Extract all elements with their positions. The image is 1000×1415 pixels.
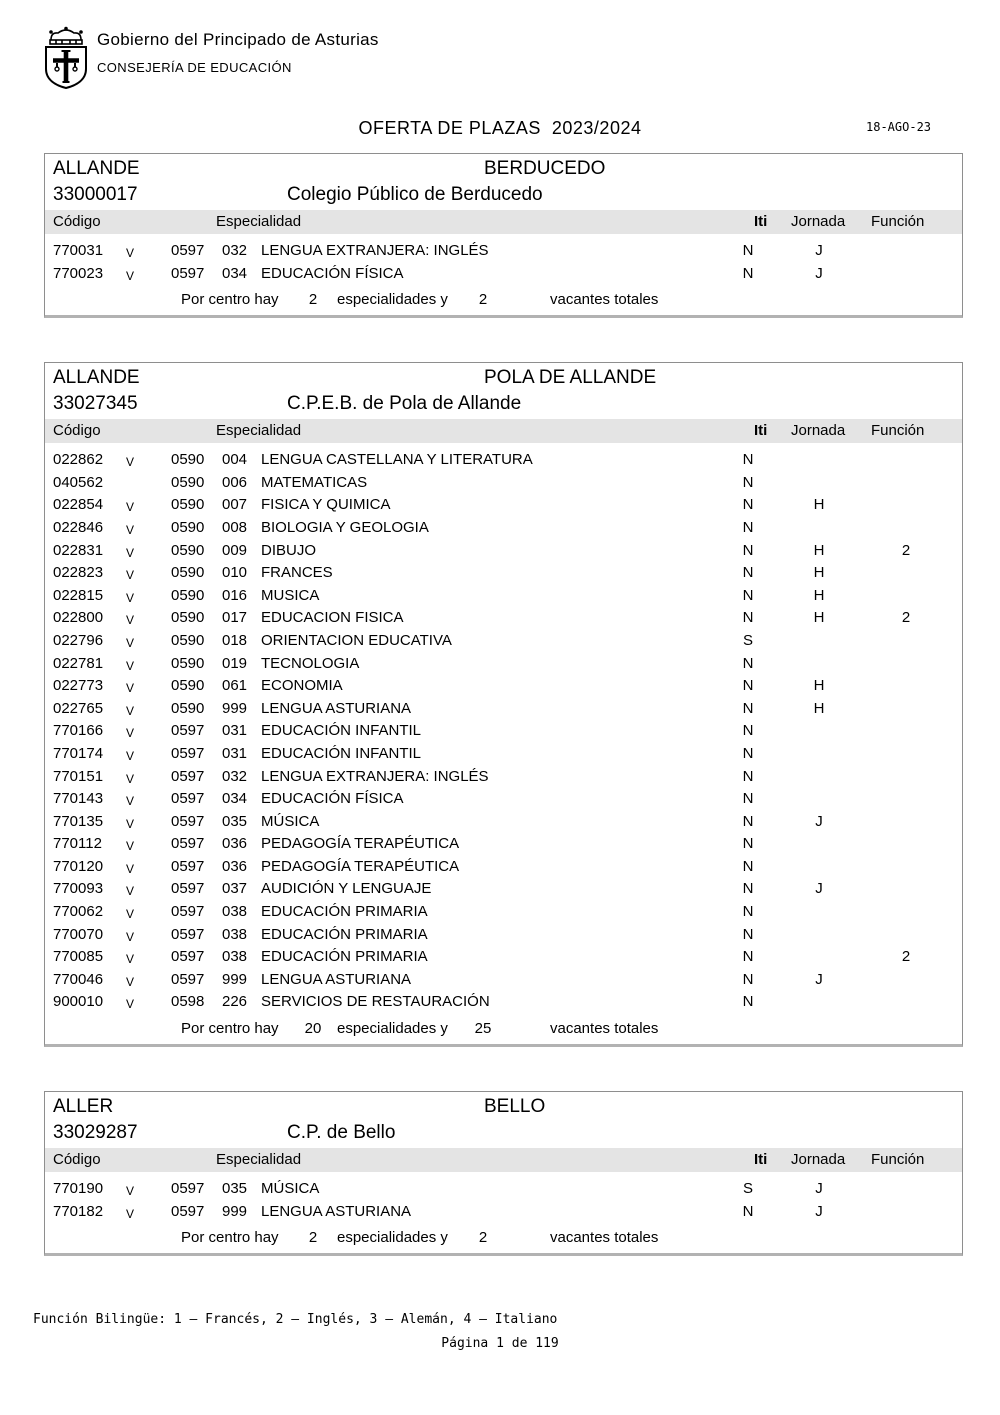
jornada-value: J bbox=[815, 880, 823, 898]
centro-codigo: 33029287 bbox=[53, 1122, 138, 1144]
plaza-codigo: 022781 bbox=[53, 654, 104, 672]
jornada-value: H bbox=[813, 609, 825, 627]
iti-value: S bbox=[742, 631, 753, 649]
totals-prefix: Por centro hay bbox=[181, 1020, 279, 1038]
funcion-value: 2 bbox=[901, 541, 911, 559]
vacante-flag: V bbox=[126, 455, 135, 470]
especialidad-codigo: 999 bbox=[222, 970, 248, 988]
iti-value: N bbox=[742, 857, 754, 875]
totals-row bbox=[45, 1020, 962, 1044]
cuerpo-codigo: 0597 bbox=[171, 970, 205, 988]
column-jornada: Jornada bbox=[791, 422, 846, 440]
plaza-codigo: 022765 bbox=[53, 699, 104, 717]
iti-value: N bbox=[742, 451, 754, 469]
especialidad-nombre: MÚSICA bbox=[261, 812, 320, 830]
vacante-flag: V bbox=[126, 635, 135, 650]
document-title: OFERTA DE PLAZAS 2023/2024 bbox=[358, 118, 642, 138]
vacancy-row bbox=[45, 585, 962, 608]
especialidad-codigo: 019 bbox=[222, 654, 248, 672]
iti-value: N bbox=[742, 835, 754, 853]
plaza-codigo: 022815 bbox=[53, 586, 104, 604]
especialidad-nombre: PEDAGOGÍA TERAPÉUTICA bbox=[261, 835, 460, 853]
totals-middle: especialidades y bbox=[337, 1020, 448, 1038]
vacante-flag: V bbox=[126, 613, 135, 628]
iti-value: N bbox=[742, 812, 754, 830]
cuerpo-codigo: 0597 bbox=[171, 744, 205, 762]
especialidad-nombre: ORIENTACION EDUCATIVA bbox=[261, 631, 452, 649]
vacancy-row bbox=[45, 856, 962, 879]
plaza-codigo: 770174 bbox=[53, 744, 104, 762]
plaza-codigo: 770070 bbox=[53, 925, 104, 943]
especialidad-codigo: 226 bbox=[222, 993, 248, 1011]
vacante-flag: V bbox=[126, 1206, 135, 1221]
vacante-flag: V bbox=[126, 771, 135, 786]
especialidad-nombre: DIBUJO bbox=[261, 541, 317, 559]
column-iti: Iti bbox=[754, 213, 768, 230]
especialidad-codigo: 038 bbox=[222, 903, 248, 921]
org-name: Gobierno del Principado de Asturias bbox=[97, 30, 379, 49]
vacante-flag: V bbox=[126, 748, 135, 763]
iti-value: N bbox=[742, 1202, 754, 1220]
totals-vacantes-count: 2 bbox=[478, 1229, 488, 1247]
plaza-codigo: 040562 bbox=[53, 473, 104, 491]
vacancy-row bbox=[45, 946, 962, 969]
especialidad-codigo: 035 bbox=[222, 1180, 248, 1198]
totals-especialidades-count: 2 bbox=[308, 1229, 318, 1247]
vacante-flag: V bbox=[126, 816, 135, 831]
iti-value: N bbox=[742, 564, 754, 582]
especialidad-codigo: 031 bbox=[222, 722, 248, 740]
vacante-flag: V bbox=[126, 974, 135, 989]
cuerpo-codigo: 0597 bbox=[171, 264, 205, 282]
vacancy-row bbox=[45, 675, 962, 698]
column-header-row bbox=[45, 1148, 962, 1172]
localidad-name: BELLO bbox=[484, 1096, 546, 1118]
vacancy-row bbox=[45, 472, 962, 495]
totals-middle: especialidades y bbox=[337, 1229, 448, 1247]
iti-value: N bbox=[742, 242, 754, 259]
vacancy-row bbox=[45, 698, 962, 721]
vacante-flag: V bbox=[126, 246, 135, 260]
plaza-codigo: 770182 bbox=[53, 1202, 104, 1220]
especialidad-nombre: BIOLOGIA Y GEOLOGIA bbox=[261, 518, 429, 536]
plaza-codigo: 022862 bbox=[53, 451, 104, 469]
funcion-value: 2 bbox=[901, 609, 911, 627]
plaza-codigo: 900010 bbox=[53, 993, 104, 1011]
vacante-flag: V bbox=[126, 1184, 135, 1199]
vacancy-row bbox=[45, 991, 962, 1014]
plaza-codigo: 770120 bbox=[53, 857, 104, 875]
vacancy-row bbox=[45, 743, 962, 766]
vacancy-row bbox=[45, 540, 962, 563]
cuerpo-codigo: 0597 bbox=[171, 767, 205, 785]
jornada-value: H bbox=[813, 699, 825, 717]
cuerpo-codigo: 0597 bbox=[171, 790, 205, 808]
cuerpo-codigo: 0597 bbox=[171, 857, 205, 875]
especialidad-nombre: EDUCACIÓN INFANTIL bbox=[261, 744, 422, 762]
vacancy-row bbox=[45, 788, 962, 811]
cuerpo-codigo: 0590 bbox=[171, 473, 205, 491]
totals-especialidades-count: 20 bbox=[304, 1020, 322, 1038]
vacancy-row bbox=[45, 1201, 962, 1224]
vacante-flag: V bbox=[126, 952, 135, 967]
especialidad-codigo: 034 bbox=[222, 790, 248, 808]
especialidad-nombre: ECONOMIA bbox=[261, 677, 343, 695]
cuerpo-codigo: 0597 bbox=[171, 1180, 205, 1198]
jornada-value: H bbox=[813, 677, 825, 695]
funcion-value: 2 bbox=[901, 948, 911, 966]
especialidad-nombre: PEDAGOGÍA TERAPÉUTICA bbox=[261, 857, 460, 875]
especialidad-nombre: LENGUA EXTRANJERA: INGLÉS bbox=[261, 767, 489, 785]
totals-row bbox=[45, 291, 962, 315]
especialidad-codigo: 036 bbox=[222, 857, 248, 875]
iti-value: N bbox=[742, 699, 754, 717]
totals-prefix: Por centro hay bbox=[181, 1229, 279, 1247]
vacancy-row bbox=[45, 811, 962, 834]
centro-nombre: C.P. de Bello bbox=[287, 1122, 396, 1144]
especialidad-nombre: LENGUA ASTURIANA bbox=[261, 1202, 412, 1220]
especialidad-codigo: 038 bbox=[222, 925, 248, 943]
especialidad-nombre: MATEMATICAS bbox=[261, 473, 368, 491]
vacante-flag: V bbox=[126, 703, 135, 718]
column-jornada: Jornada bbox=[791, 213, 846, 230]
especialidad-codigo: 038 bbox=[222, 948, 248, 966]
vacancy-row bbox=[45, 720, 962, 743]
column-iti: Iti bbox=[754, 422, 768, 440]
especialidad-nombre: EDUCACIÓN PRIMARIA bbox=[261, 948, 428, 966]
especialidad-codigo: 035 bbox=[222, 812, 248, 830]
especialidad-nombre: EDUCACIÓN PRIMARIA bbox=[261, 925, 428, 943]
footer-bilingual-legend: Función Bilingüe: 1 – Francés, 2 – Inglés, 3 – Alemán, 4 – Italiano bbox=[33, 1312, 558, 1327]
cuerpo-codigo: 0590 bbox=[171, 541, 205, 559]
iti-value: S bbox=[742, 1180, 753, 1198]
cuerpo-codigo: 0590 bbox=[171, 451, 205, 469]
column-header-row bbox=[45, 419, 962, 443]
iti-value: N bbox=[742, 993, 754, 1011]
school-section bbox=[44, 362, 963, 1047]
especialidad-codigo: 010 bbox=[222, 564, 248, 582]
plaza-codigo: 770112 bbox=[53, 835, 102, 853]
vacancy-row bbox=[45, 653, 962, 676]
page-number: Página 1 de 119 bbox=[441, 1336, 559, 1351]
vacante-flag: V bbox=[126, 861, 135, 876]
totals-prefix: Por centro hay bbox=[181, 291, 279, 309]
jornada-value: H bbox=[813, 586, 825, 604]
totals-suffix: vacantes totales bbox=[550, 1229, 659, 1247]
vacancy-row bbox=[45, 901, 962, 924]
jornada-value: J bbox=[815, 1180, 823, 1198]
vacante-flag: V bbox=[126, 929, 135, 944]
vacancy-row bbox=[45, 562, 962, 585]
iti-value: N bbox=[742, 948, 754, 966]
iti-value: N bbox=[742, 925, 754, 943]
cuerpo-codigo: 0597 bbox=[171, 925, 205, 943]
plaza-codigo: 022831 bbox=[53, 541, 104, 559]
column-especialidad: Especialidad bbox=[216, 213, 302, 230]
jornada-value: H bbox=[813, 564, 825, 582]
totals-middle: especialidades y bbox=[337, 291, 448, 309]
school-section bbox=[44, 153, 963, 318]
vacancy-row bbox=[45, 1178, 962, 1201]
vacancy-row bbox=[45, 766, 962, 789]
cuerpo-codigo: 0597 bbox=[171, 242, 205, 259]
cuerpo-codigo: 0590 bbox=[171, 496, 205, 514]
section-header-line2 bbox=[45, 392, 962, 419]
plaza-codigo: 770135 bbox=[53, 812, 104, 830]
cuerpo-codigo: 0597 bbox=[171, 812, 205, 830]
section-header-line1 bbox=[45, 363, 962, 392]
vacante-flag: V bbox=[126, 658, 135, 673]
section-header-line1 bbox=[45, 154, 962, 183]
letterhead bbox=[0, 0, 1000, 100]
especialidad-codigo: 017 bbox=[222, 609, 248, 627]
iti-value: N bbox=[742, 744, 754, 762]
vacante-flag: V bbox=[126, 568, 135, 583]
iti-value: N bbox=[742, 496, 754, 514]
especialidad-nombre: EDUCACIÓN FÍSICA bbox=[261, 790, 404, 808]
section-header-line2 bbox=[45, 183, 962, 210]
especialidad-codigo: 008 bbox=[222, 518, 248, 536]
jornada-value: J bbox=[815, 1202, 823, 1220]
cuerpo-codigo: 0590 bbox=[171, 518, 205, 536]
cuerpo-codigo: 0597 bbox=[171, 722, 205, 740]
iti-value: N bbox=[742, 790, 754, 808]
column-header-row bbox=[45, 210, 962, 234]
jornada-value: J bbox=[815, 242, 823, 259]
jornada-value: J bbox=[815, 812, 823, 830]
plaza-codigo: 022846 bbox=[53, 518, 104, 536]
totals-vacantes-count: 25 bbox=[474, 1020, 492, 1038]
totals-especialidades-count: 2 bbox=[308, 291, 318, 309]
iti-value: N bbox=[742, 722, 754, 740]
centro-codigo: 33027345 bbox=[53, 393, 138, 415]
especialidad-codigo: 037 bbox=[222, 880, 248, 898]
especialidad-codigo: 016 bbox=[222, 586, 248, 604]
vacante-flag: V bbox=[126, 794, 135, 809]
plaza-codigo: 770151 bbox=[53, 767, 104, 785]
especialidad-codigo: 006 bbox=[222, 473, 248, 491]
vacante-flag: V bbox=[126, 681, 135, 696]
especialidad-nombre: EDUCACIÓN INFANTIL bbox=[261, 722, 422, 740]
centro-codigo: 33000017 bbox=[53, 184, 138, 205]
vacante-flag: V bbox=[126, 268, 135, 283]
cuerpo-codigo: 0590 bbox=[171, 631, 205, 649]
vacancy-rows bbox=[45, 443, 962, 1014]
concejo-name: ALLER bbox=[53, 1096, 114, 1118]
vacancy-row bbox=[45, 607, 962, 630]
vacancy-row bbox=[45, 449, 962, 472]
vacancy-row bbox=[45, 494, 962, 517]
especialidad-codigo: 009 bbox=[222, 541, 248, 559]
especialidad-nombre: MUSICA bbox=[261, 586, 320, 604]
totals-row bbox=[45, 1229, 962, 1253]
especialidad-nombre: MÚSICA bbox=[261, 1180, 320, 1198]
cuerpo-codigo: 0590 bbox=[171, 677, 205, 695]
asturias-coat-of-arms-icon bbox=[40, 25, 92, 91]
vacancy-row bbox=[45, 263, 962, 286]
totals-suffix: vacantes totales bbox=[550, 1020, 659, 1038]
vacancy-row bbox=[45, 517, 962, 540]
vacancy-rows bbox=[45, 234, 962, 285]
especialidad-codigo: 999 bbox=[222, 699, 248, 717]
cuerpo-codigo: 0598 bbox=[171, 993, 205, 1011]
especialidad-nombre: LENGUA ASTURIANA bbox=[261, 699, 412, 717]
column-funcion: Función bbox=[871, 213, 925, 230]
cuerpo-codigo: 0597 bbox=[171, 903, 205, 921]
cuerpo-codigo: 0597 bbox=[171, 948, 205, 966]
cuerpo-codigo: 0590 bbox=[171, 564, 205, 582]
plaza-codigo: 022823 bbox=[53, 564, 104, 582]
vacancy-row bbox=[45, 630, 962, 653]
section-header-line1 bbox=[45, 1092, 962, 1121]
iti-value: N bbox=[742, 767, 754, 785]
plaza-codigo: 770085 bbox=[53, 948, 104, 966]
iti-value: N bbox=[742, 609, 754, 627]
cuerpo-codigo: 0590 bbox=[171, 609, 205, 627]
jornada-value: J bbox=[815, 264, 823, 282]
column-funcion: Función bbox=[871, 1151, 925, 1169]
especialidad-nombre: TECNOLOGIA bbox=[261, 654, 360, 672]
plaza-codigo: 770143 bbox=[53, 790, 104, 808]
concejo-name: ALLANDE bbox=[53, 158, 140, 179]
iti-value: N bbox=[742, 903, 754, 921]
especialidad-nombre: SERVICIOS DE RESTAURACIÓN bbox=[261, 993, 490, 1011]
especialidad-nombre: EDUCACIÓN PRIMARIA bbox=[261, 903, 428, 921]
plaza-codigo: 770062 bbox=[53, 903, 104, 921]
iti-value: N bbox=[742, 264, 754, 282]
vacante-flag: V bbox=[126, 884, 135, 899]
especialidad-codigo: 999 bbox=[222, 1202, 248, 1220]
jornada-value: H bbox=[813, 541, 825, 559]
plaza-codigo: 022796 bbox=[53, 631, 104, 649]
cuerpo-codigo: 0597 bbox=[171, 880, 205, 898]
vacancy-row bbox=[45, 924, 962, 947]
vacancy-rows bbox=[45, 1172, 962, 1223]
column-especialidad: Especialidad bbox=[216, 1151, 302, 1169]
plaza-codigo: 770166 bbox=[53, 722, 104, 740]
column-funcion: Función bbox=[871, 422, 925, 440]
centro-nombre: C.P.E.B. de Pola de Allande bbox=[287, 393, 522, 415]
iti-value: N bbox=[742, 677, 754, 695]
vacante-flag: V bbox=[126, 522, 135, 537]
totals-suffix: vacantes totales bbox=[550, 291, 659, 309]
report-date: 18-AGO-23 bbox=[866, 120, 932, 134]
plaza-codigo: 022854 bbox=[53, 496, 104, 514]
jornada-value: J bbox=[815, 970, 823, 988]
concejo-name: ALLANDE bbox=[53, 367, 140, 389]
plaza-codigo: 770031 bbox=[53, 242, 104, 259]
plaza-codigo: 770023 bbox=[53, 264, 104, 282]
especialidad-codigo: 031 bbox=[222, 744, 248, 762]
especialidad-codigo: 034 bbox=[222, 264, 248, 282]
vacante-flag: V bbox=[126, 545, 135, 560]
iti-value: N bbox=[742, 541, 754, 559]
vacancy-row bbox=[45, 878, 962, 901]
column-codigo: Código bbox=[53, 422, 101, 440]
totals-vacantes-count: 2 bbox=[478, 291, 488, 309]
especialidad-codigo: 061 bbox=[222, 677, 248, 695]
iti-value: N bbox=[742, 518, 754, 536]
iti-value: N bbox=[742, 586, 754, 604]
column-codigo: Código bbox=[53, 1151, 101, 1169]
column-especialidad: Especialidad bbox=[216, 422, 302, 440]
especialidad-codigo: 018 bbox=[222, 631, 248, 649]
vacante-flag: V bbox=[126, 907, 135, 922]
especialidad-nombre: FRANCES bbox=[261, 564, 333, 582]
column-codigo: Código bbox=[53, 213, 101, 230]
org-department: CONSEJERÍA DE EDUCACIÓN bbox=[97, 60, 292, 75]
column-iti: Iti bbox=[754, 1151, 768, 1169]
localidad-name: BERDUCEDO bbox=[484, 158, 606, 179]
especialidad-codigo: 032 bbox=[222, 242, 248, 259]
vacante-flag: V bbox=[126, 500, 135, 515]
especialidad-codigo: 004 bbox=[222, 451, 248, 469]
section-header-line2 bbox=[45, 1121, 962, 1148]
especialidad-nombre: LENGUA CASTELLANA Y LITERATURA bbox=[261, 451, 533, 469]
especialidad-nombre: EDUCACION FISICA bbox=[261, 609, 404, 627]
cuerpo-codigo: 0590 bbox=[171, 586, 205, 604]
especialidad-codigo: 036 bbox=[222, 835, 248, 853]
vacante-flag: V bbox=[126, 590, 135, 605]
jornada-value: H bbox=[813, 496, 825, 514]
sections-container bbox=[44, 153, 963, 1300]
cuerpo-codigo: 0597 bbox=[171, 1202, 205, 1220]
iti-value: N bbox=[742, 880, 754, 898]
iti-value: N bbox=[742, 473, 754, 491]
especialidad-nombre: LENGUA ASTURIANA bbox=[261, 970, 412, 988]
vacante-flag: V bbox=[126, 839, 135, 854]
especialidad-nombre: LENGUA EXTRANJERA: INGLÉS bbox=[261, 242, 489, 259]
especialidad-codigo: 032 bbox=[222, 767, 248, 785]
cuerpo-codigo: 0597 bbox=[171, 835, 205, 853]
especialidad-nombre: FISICA Y QUIMICA bbox=[261, 496, 391, 514]
school-section bbox=[44, 1091, 963, 1256]
vacancy-row bbox=[45, 969, 962, 992]
especialidad-nombre: EDUCACIÓN FÍSICA bbox=[261, 264, 404, 282]
vacancy-row bbox=[45, 240, 962, 263]
cuerpo-codigo: 0590 bbox=[171, 654, 205, 672]
especialidad-codigo: 007 bbox=[222, 496, 248, 514]
vacancy-row bbox=[45, 833, 962, 856]
especialidad-nombre: AUDICIÓN Y LENGUAJE bbox=[261, 880, 432, 898]
localidad-name: POLA DE ALLANDE bbox=[484, 367, 657, 389]
plaza-codigo: 022800 bbox=[53, 609, 104, 627]
cuerpo-codigo: 0590 bbox=[171, 699, 205, 717]
vacante-flag: V bbox=[126, 997, 135, 1012]
iti-value: N bbox=[742, 654, 754, 672]
vacante-flag: V bbox=[126, 726, 135, 741]
column-jornada: Jornada bbox=[791, 1151, 846, 1169]
plaza-codigo: 770046 bbox=[53, 970, 104, 988]
plaza-codigo: 022773 bbox=[53, 677, 104, 695]
plaza-codigo: 770190 bbox=[53, 1180, 104, 1198]
plaza-codigo: 770093 bbox=[53, 880, 104, 898]
iti-value: N bbox=[742, 970, 754, 988]
centro-nombre: Colegio Público de Berducedo bbox=[287, 184, 543, 205]
